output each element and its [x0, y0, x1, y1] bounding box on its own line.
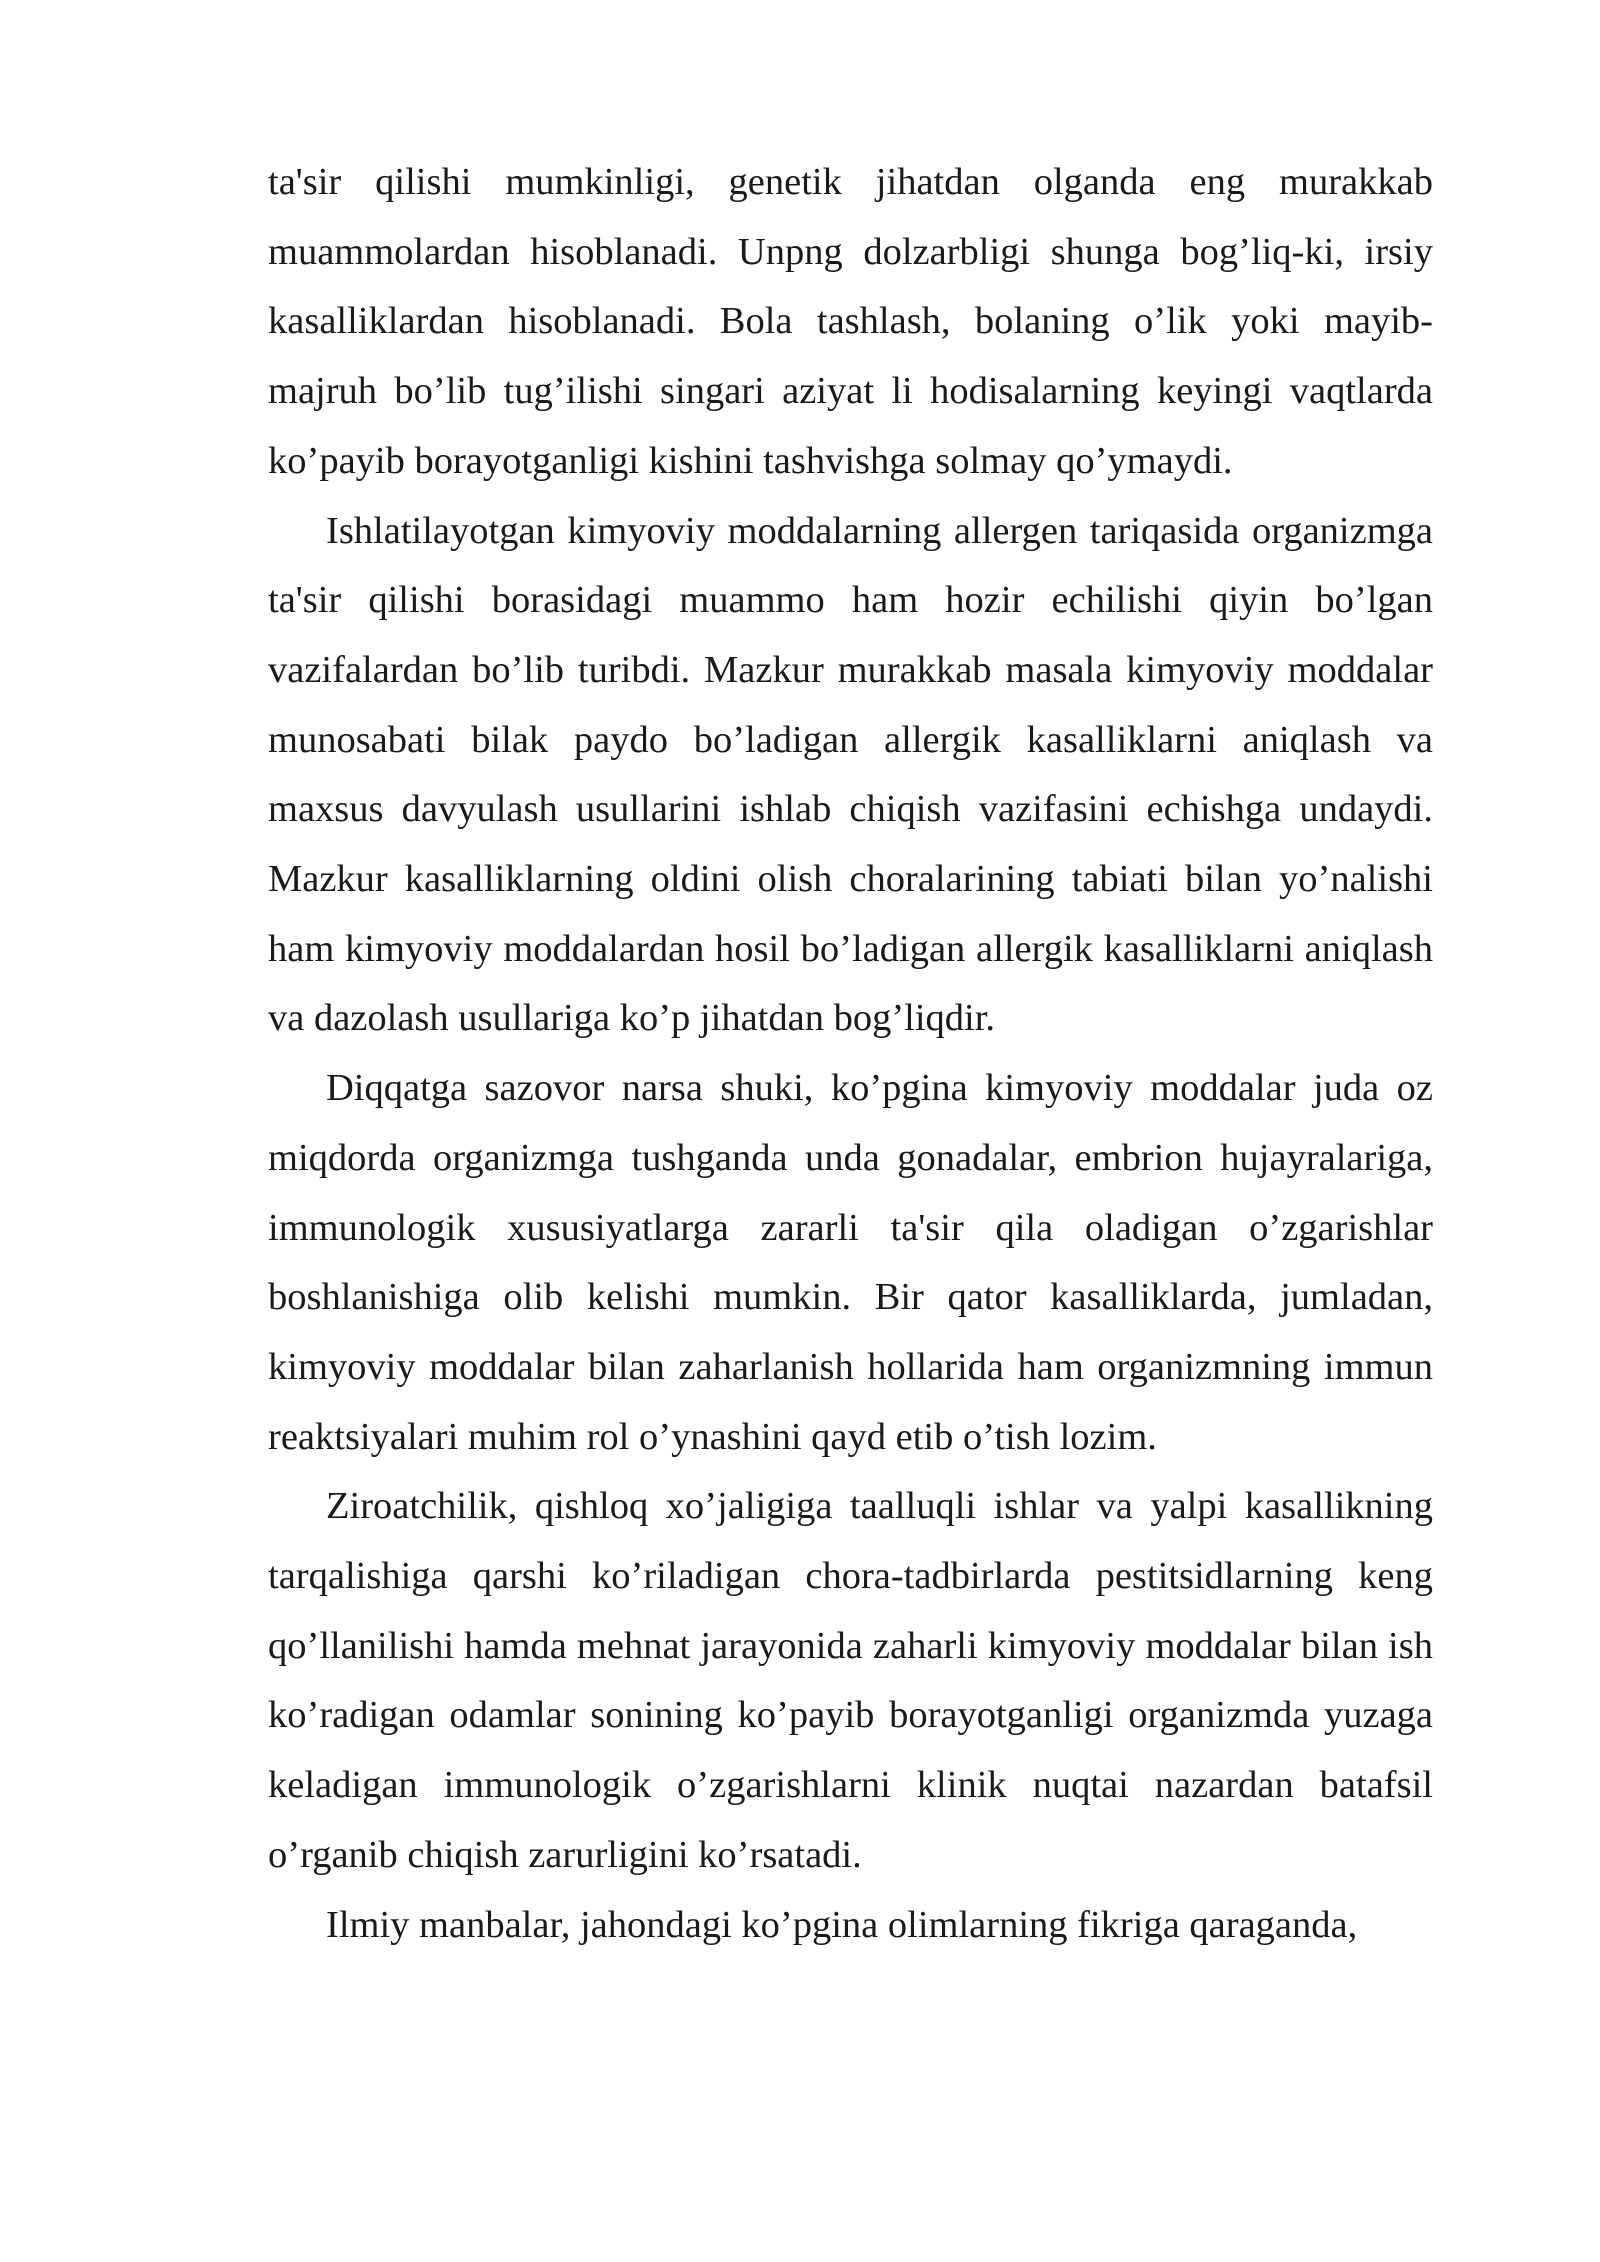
paragraph-pesticides: Ziroatchilik, qishloq xo’jaligiga taalluqli ishlar va yalpi kasallikning tarqalishiga qarshi ko’riladigan chora-tadbirlarda pestitsidlarning keng qo’llanilishi hamda mehnat jarayonida zaharli kimyoviy moddalar bilan ish ko’radigan odamlar sonining ko’payib borayotganligi organizmda yuzaga keladigan immunologik o’zgarishlarni klinik nuqtai nazardan batafsil o’rganib chiqish zarurligini ko’rsatadi.: [268, 1485, 1433, 1876]
paragraph-small-doses: Diqqatga sazovor narsa shuki, ko’pgina kimyoviy moddalar juda oz miqdorda organizmga tushganda unda gonadalar, embrion hujayralariga, immunologik xususiyatlarga zararli ta'sir qila oladigan o’zgarishlar boshlanishiga olib kelishi mumkin. Bir qator kasalliklarda, jumladan, kimyoviy moddalar bilan zaharlanish hollarida ham organizmning immun reaktsiyalari muhim rol o’ynashini qayd etib o’tish lozim.: [268, 1067, 1433, 1458]
paragraph-scientific-sources: Ilmiy manbalar, jahondagi ko’pgina olimlarning fikriga qaraganda,: [326, 1903, 1358, 1946]
body-text: [268, 148, 1433, 1960]
paragraph-continuation: ta'sir qilishi mumkinligi, genetik jihatdan olganda eng murakkab muammolardan hisoblanadi. Unpng dolzarbligi shunga bog’liq-ki, irsiy kasalliklardan hisoblanadi. Bola tashlash, bolaning o’lik yoki mayib-majruh bo’lib tug’ilishi singari aziyat li hodisalarning keyingi vaqtlarda ko’payib borayotganligi kishini tashvishga solmay qo’ymaydi.: [268, 161, 1433, 482]
paragraph-allergen-chemicals: Ishlatilayotgan kimyoviy moddalarning allergen tariqasida organizmga ta'sir qilishi borasidagi muammo ham hozir echilishi qiyin bo’lgan vazifalardan bo’lib turibdi. Mazkur murakkab masala kimyoviy moddalar munosabati bilak paydo bo’ladigan allergik kasalliklarni aniqlash va maxsus davyulash usullarini ishlab chiqish vazifasini echishga undaydi. Mazkur kasalliklarning oldini olish choralarining tabiati bilan yo’nalishi ham kimyoviy moddalardan hosil bo’ladigan allergik kasalliklarni aniqlash va dazolash usullariga ko’p jihatdan bog’liqdir.: [268, 509, 1433, 1040]
